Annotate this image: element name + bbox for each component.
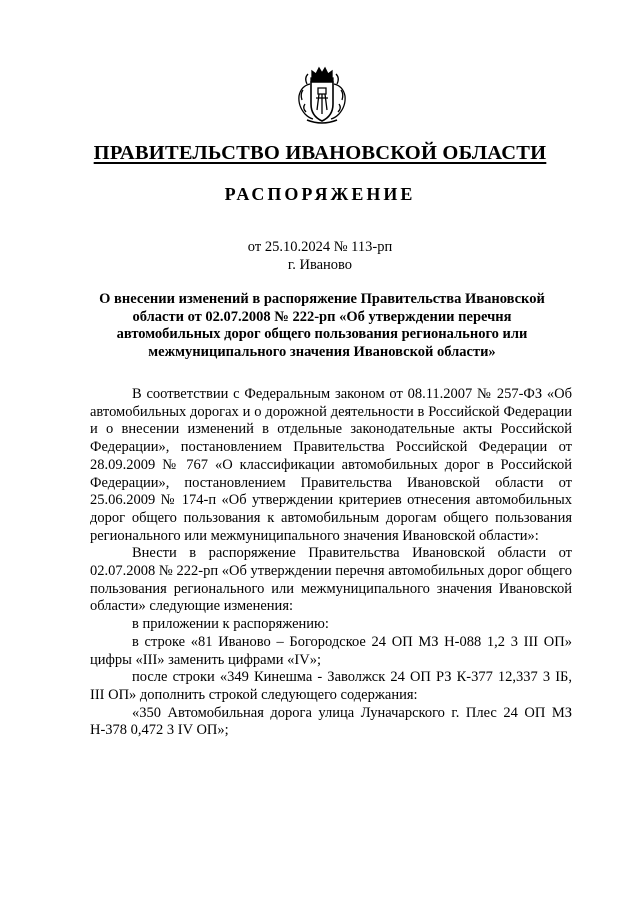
document-city: г. Иваново: [287, 257, 353, 273]
paragraph-after-row-349: после строки «349 Кинешма - Заволжск 24 ОП РЗ К-377 12,337 3 IБ, III ОП» дополнить строкой следующего содержания:: [90, 669, 572, 703]
paragraph-row-81: в строке «81 Иваново – Богородское 24 ОП МЗ Н-088 1,2 3 III ОП» цифры «III» заменить цифрами «IV»;: [90, 633, 572, 668]
paragraph-row-350: «350 Автомобильная дорога улица Луначарского г. Плес 24 ОП МЗ Н-378 0,472 3 IV ОП»;: [90, 704, 572, 739]
document-type: РАСПОРЯЖЕНИЕ: [224, 184, 416, 204]
paragraph-legal-basis: В соответствии с Федеральным законом от 08.11.2007 № 257-ФЗ «Об автомобильных дорогах и о дорожной деятельности в Российской Федерации и о внесении изменений в отдельные законодательные акты Российской Федерации», постановлением Правительства Российской Федерации от 28.09.2009 № 767 «О классификации автомобильных дорог в Российской Федерации», постановлением Правительства Ивановской области от 25.06.2009 № 174-п «Об утверждении критериев отнесения автомобильных дорог общего пользования к автомобильным дорогам общего пользования регионального или межмуниципального значения Ивановской области»:: [90, 386, 572, 544]
coat-of-arms-icon: [293, 64, 351, 126]
government-title: ПРАВИТЕЛЬСТВО ИВАНОВСКОЙ ОБЛАСТИ: [93, 142, 547, 164]
paragraph-in-appendix: в приложении к распоряжению:: [132, 616, 329, 633]
document-date-number: от 25.10.2024 № 113-рп: [247, 239, 393, 255]
document-body: [90, 386, 572, 740]
paragraph-amend-order: Внести в распоряжение Правительства Ивановской области от 02.07.2008 № 222-рп «Об утверждении перечня автомобильных дорог общего пользования регионального или межмуниципального значения Ивановской области» следующие изменения:: [90, 545, 572, 615]
document-subject: О внесении изменений в распоряжение Правительства Ивановской области от 02.07.2008 № 222-рп «Об утверждении перечня автомобильных дорог общего пользования регионального или межмуниципального значения Ивановской области»: [99, 291, 545, 360]
